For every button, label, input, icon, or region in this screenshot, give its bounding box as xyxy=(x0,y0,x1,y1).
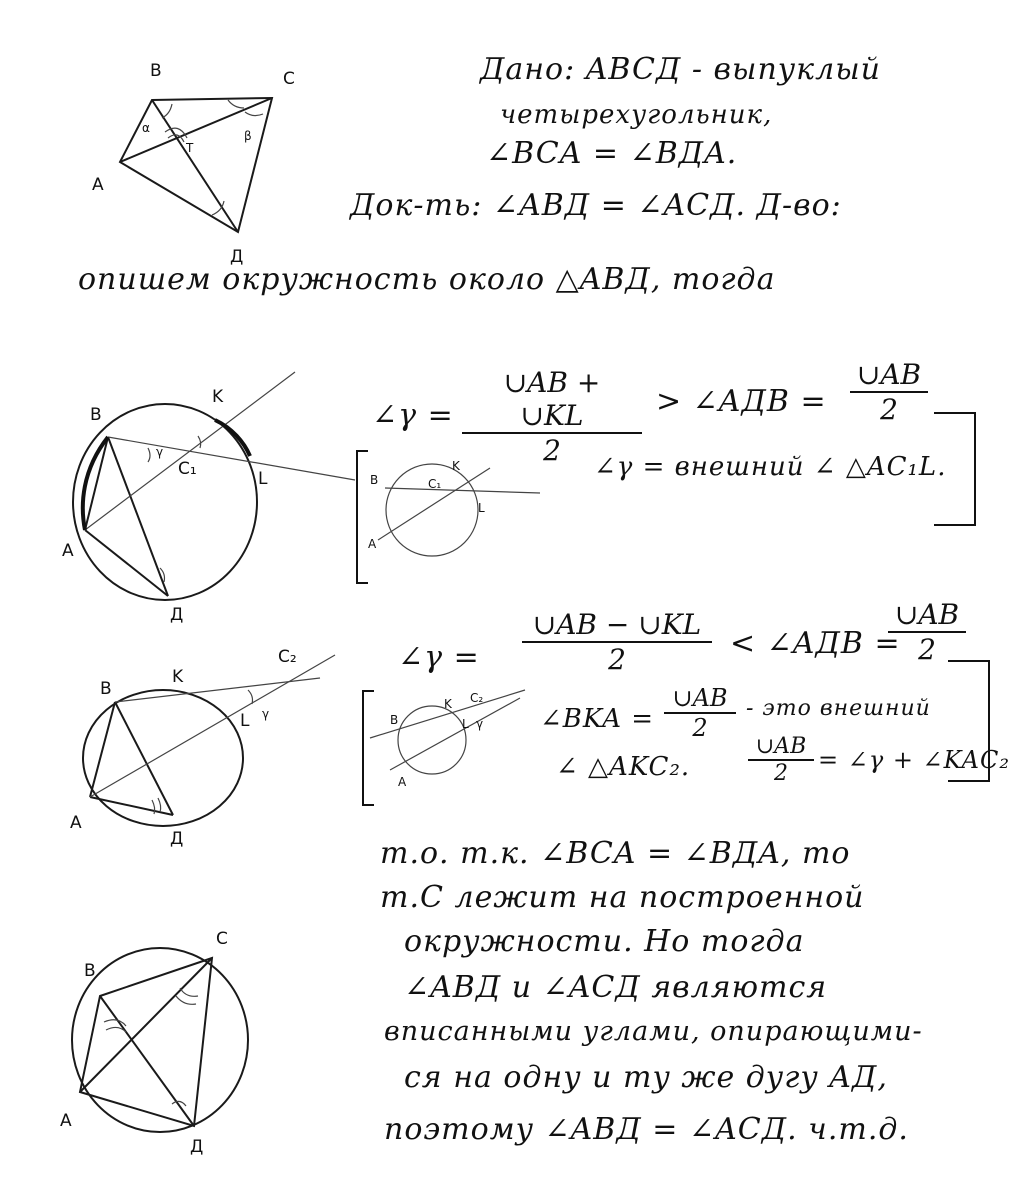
case2-eq-num: ∪AB xyxy=(748,734,814,761)
inset-case-inside xyxy=(368,459,540,556)
fig1-label-t: T xyxy=(186,141,194,155)
figure-quadrilateral xyxy=(92,61,295,267)
inset1-label-l: L xyxy=(478,501,485,515)
inset2-label-gamma: γ xyxy=(476,717,484,731)
fig2-label-l: L xyxy=(258,469,268,489)
inset2-label-c2: C₂ xyxy=(470,691,484,705)
inset2-label-l: L xyxy=(462,717,469,731)
fig1-label-b: B xyxy=(150,61,162,81)
case1-fraction2-den: 2 xyxy=(880,393,898,426)
case2-fraction-den: 2 xyxy=(608,643,626,676)
inset1-label-a: A xyxy=(368,537,377,551)
conclusion-line-4: ∠ABД и ∠ACД являются xyxy=(404,970,828,1005)
inset1-label-k: K xyxy=(452,459,460,473)
case2-fraction2-den: 2 xyxy=(918,633,936,666)
case2-eq-tail: = ∠γ + ∠KAC₂ xyxy=(818,746,1010,774)
case2-bracket-left xyxy=(362,690,374,806)
case1-bracket-left xyxy=(356,450,368,584)
case1-bracket-right xyxy=(934,412,976,526)
case1-fraction2 xyxy=(850,358,928,426)
case1-fraction-den: 2 xyxy=(543,434,561,467)
case2-akc: ∠ △AKC₂. xyxy=(556,752,691,782)
fig3-label-a: A xyxy=(70,813,82,833)
case1-compare: > ∠AДB = xyxy=(656,384,827,419)
case2-eq-fraction xyxy=(748,734,814,786)
conclusion-line-6: ся на одну и ту же дугу AД, xyxy=(404,1060,888,1095)
case2-bka-tail: - это внешний xyxy=(746,696,931,721)
fig4-label-c: C xyxy=(216,929,228,949)
case2-eq-den: 2 xyxy=(774,761,788,786)
conclusion-line-3: окружности. Но тогда xyxy=(404,924,805,959)
case1-fraction-num: ∪AB + ∪KL xyxy=(462,366,642,434)
figure-inscribed xyxy=(60,929,248,1157)
fig1-label-alpha: α xyxy=(142,121,150,135)
fig1-label-a: A xyxy=(92,175,104,195)
given-line-2: четырехугольник, xyxy=(500,100,773,130)
fig3-label-l: L xyxy=(240,711,250,731)
fig2-label-k: K xyxy=(212,387,224,407)
inset1-label-b: B xyxy=(370,473,379,487)
case1-angle: ∠γ = xyxy=(372,398,454,433)
case2-compare: < ∠AДB = xyxy=(730,626,901,661)
case2-bracket-right xyxy=(948,660,990,782)
given-line-3: ∠BCA = ∠BДA. xyxy=(486,136,738,171)
given-line-1: Дано: ABCД - выпуклый xyxy=(480,52,881,87)
case2-bka-fraction xyxy=(664,684,736,742)
figure-case-outside xyxy=(70,647,335,849)
inset2-label-b: B xyxy=(390,713,399,727)
case1-note: ∠γ = внешний ∠ △AC₁L. xyxy=(594,452,947,482)
fig2-label-c1: C₁ xyxy=(178,459,197,479)
describe-circle-line: опишем окружность около △ABД, тогда xyxy=(78,262,776,297)
fig4-label-b: B xyxy=(84,961,96,981)
case2-bka: ∠BKA = xyxy=(540,704,655,734)
fig2-label-b: B xyxy=(90,405,102,425)
fig3-label-b: B xyxy=(100,679,112,699)
fig2-label-d: Д xyxy=(170,605,184,625)
case2-bka-num: ∪AB xyxy=(664,684,736,714)
conclusion-line-7: поэтому ∠ABД = ∠ACД. ч.т.д. xyxy=(384,1112,909,1147)
case2-fraction-num: ∪AB − ∪KL xyxy=(522,608,712,643)
case2-angle: ∠γ = xyxy=(398,640,480,675)
case2-bka-den: 2 xyxy=(692,714,708,742)
inset2-label-k: K xyxy=(444,697,452,711)
inset2-label-a: A xyxy=(398,775,407,789)
fig4-label-d: Д xyxy=(190,1137,204,1157)
fig4-label-a: A xyxy=(60,1111,72,1131)
fig1-label-d: Д xyxy=(230,247,244,267)
conclusion-line-5: вписанными углами, опирающими- xyxy=(384,1016,923,1047)
conclusion-line-2: т.C лежит на построенной xyxy=(380,880,865,915)
case2-fraction2-num: ∪AB xyxy=(888,598,966,633)
fig3-label-c2: C₂ xyxy=(278,647,297,667)
fig2-label-gamma: γ xyxy=(156,445,164,459)
inset1-label-c1: C₁ xyxy=(428,477,442,491)
fig3-label-k: K xyxy=(172,667,184,687)
fig3-label-d: Д xyxy=(170,829,184,849)
prove-statement: Док-ть: ∠ABД = ∠ACД. Д-во: xyxy=(350,188,842,223)
fig1-label-c: C xyxy=(283,69,295,89)
case2-fraction2 xyxy=(888,598,966,666)
figure-case-inside xyxy=(62,372,355,625)
fig3-label-gamma: γ xyxy=(262,707,270,721)
inset-case-outside xyxy=(370,690,525,789)
fig1-label-beta: β xyxy=(244,129,252,143)
case2-fraction xyxy=(522,608,712,676)
case1-fraction2-num: ∪AB xyxy=(850,358,928,393)
conclusion-line-1: т.о. т.к. ∠BCA = ∠BДA, то xyxy=(380,836,851,871)
fig2-label-a: A xyxy=(62,541,74,561)
